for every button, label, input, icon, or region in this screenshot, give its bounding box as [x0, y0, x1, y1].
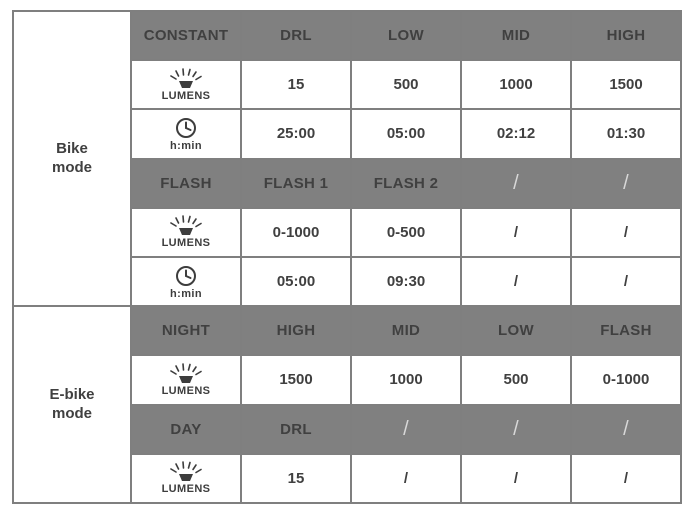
column-header-flash-empty-2 — [571, 159, 681, 208]
cell-day-lumens-3: / — [461, 454, 571, 503]
row-label-lumens — [131, 60, 241, 109]
clock-icon — [173, 264, 199, 288]
column-header-high: HIGH — [571, 11, 681, 60]
mode-label-line-1: Bike — [56, 139, 88, 157]
mode-label-ebike — [13, 306, 131, 503]
lumens-icon — [163, 461, 209, 483]
row-label-lumens — [131, 355, 241, 404]
group-header-day: DAY — [131, 405, 241, 454]
row-label-lumens — [131, 208, 241, 257]
lumens-caption: LUMENS — [161, 384, 211, 397]
cell-runtime-high: 01:30 — [571, 109, 681, 158]
cell-flash-lumens-4: / — [571, 208, 681, 257]
cell-flash-lumens-1: 0-1000 — [241, 208, 351, 257]
slash-mark: / — [403, 417, 409, 440]
lumens-caption: LUMENS — [161, 483, 211, 496]
column-header-day-empty-2 — [461, 405, 571, 454]
lumens-icon — [163, 215, 209, 237]
column-header-ebike-flash: FLASH — [571, 306, 681, 355]
cell-day-lumens-2: / — [351, 454, 461, 503]
cell-runtime-low: 05:00 — [351, 109, 461, 158]
column-header-drl: DRL — [241, 11, 351, 60]
mode-label-line-1: E-bike — [49, 385, 95, 403]
slash-mark: / — [623, 417, 629, 440]
lumens-caption: LUMENS — [161, 237, 211, 250]
cell-flash-runtime-1: 05:00 — [241, 257, 351, 306]
row-label-runtime — [131, 257, 241, 306]
column-header-day-empty-3 — [571, 405, 681, 454]
lumens-icon — [163, 363, 209, 385]
cell-night-lumens-flash: 0-1000 — [571, 355, 681, 404]
cell-night-lumens-mid: 1000 — [351, 355, 461, 404]
column-header-day-drl: DRL — [241, 405, 351, 454]
group-header-night: NIGHT — [131, 306, 241, 355]
cell-night-lumens-low: 500 — [461, 355, 571, 404]
cell-flash-runtime-4: / — [571, 257, 681, 306]
cell-lumens-drl: 15 — [241, 60, 351, 109]
column-header-flash-2: FLASH 2 — [351, 159, 461, 208]
cell-flash-runtime-2: 09:30 — [351, 257, 461, 306]
group-header-constant: CONSTANT — [131, 11, 241, 60]
cell-runtime-mid: 02:12 — [461, 109, 571, 158]
lumens-icon — [163, 68, 209, 90]
column-header-mid: MID — [461, 11, 571, 60]
cell-day-lumens-drl: 15 — [241, 454, 351, 503]
cell-day-lumens-4: / — [571, 454, 681, 503]
column-header-ebike-mid: MID — [351, 306, 461, 355]
row-label-lumens — [131, 454, 241, 503]
slash-mark: / — [513, 171, 519, 194]
clock-icon — [173, 116, 199, 140]
group-header-flash: FLASH — [131, 159, 241, 208]
column-header-day-empty-1 — [351, 405, 461, 454]
column-header-flash-1: FLASH 1 — [241, 159, 351, 208]
column-header-ebike-low: LOW — [461, 306, 571, 355]
cell-flash-lumens-2: 0-500 — [351, 208, 461, 257]
cell-flash-lumens-3: / — [461, 208, 571, 257]
column-header-ebike-high: HIGH — [241, 306, 351, 355]
cell-lumens-mid: 1000 — [461, 60, 571, 109]
runtime-caption: h:min — [170, 139, 202, 152]
lumens-caption: LUMENS — [161, 89, 211, 102]
mode-label-line-2: mode — [51, 158, 92, 176]
mode-label-line-2: mode — [51, 404, 92, 422]
cell-lumens-low: 500 — [351, 60, 461, 109]
runtime-caption: h:min — [170, 287, 202, 300]
column-header-low: LOW — [351, 11, 461, 60]
cell-lumens-high: 1500 — [571, 60, 681, 109]
table-row — [13, 306, 681, 355]
mode-label-bike — [13, 11, 131, 306]
cell-night-lumens-high: 1500 — [241, 355, 351, 404]
lamp-modes-table — [12, 10, 682, 504]
slash-mark: / — [513, 417, 519, 440]
cell-runtime-drl: 25:00 — [241, 109, 351, 158]
column-header-flash-empty-1 — [461, 159, 571, 208]
table-row — [13, 11, 681, 60]
slash-mark: / — [623, 171, 629, 194]
cell-flash-runtime-3: / — [461, 257, 571, 306]
row-label-runtime — [131, 109, 241, 158]
